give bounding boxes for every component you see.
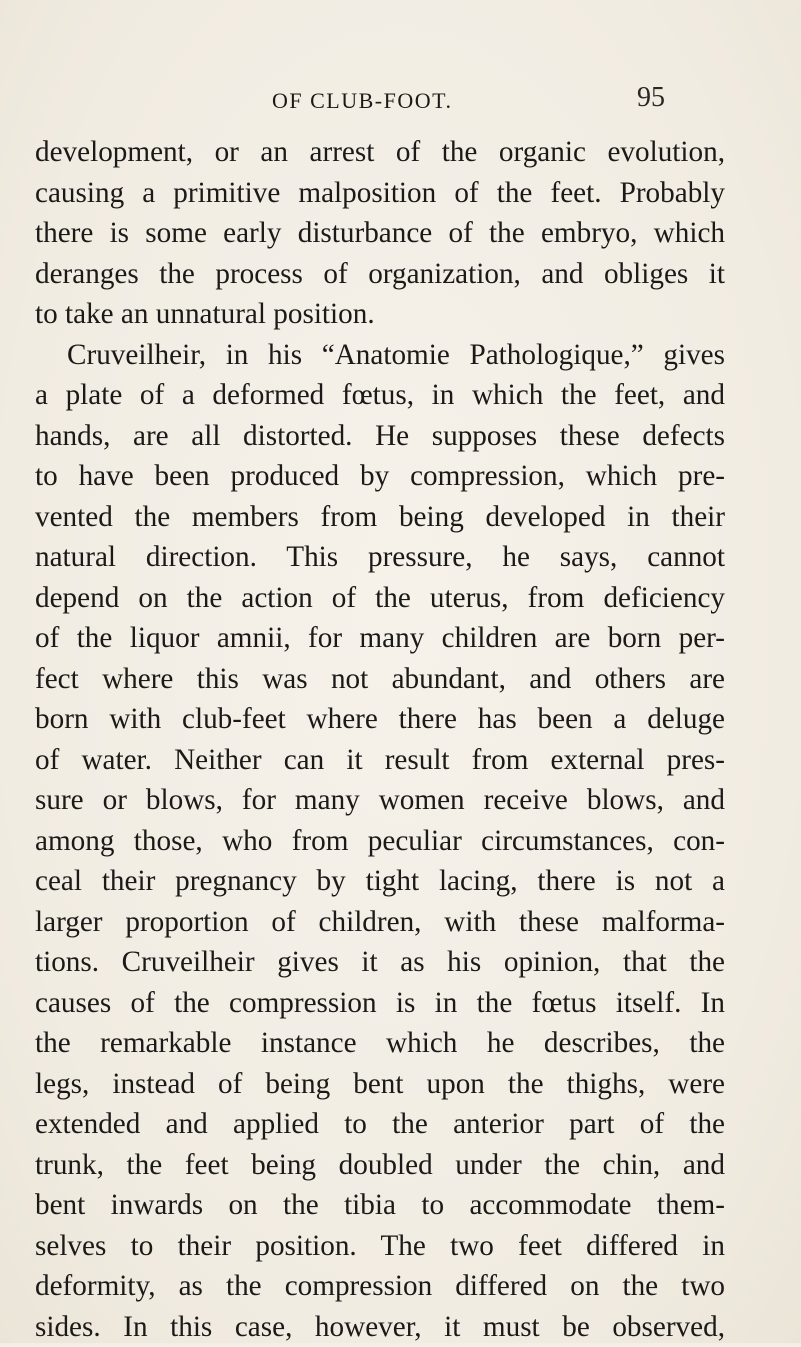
text-line: among those, who from peculiar circumstances, con- — [35, 821, 725, 862]
text-line: larger proportion of children, with these malforma- — [35, 902, 725, 943]
text-line: fect where this was not abundant, and others are — [35, 659, 725, 700]
running-title: OF CLUB-FOOT. — [272, 88, 452, 114]
text-line: hands, are all distorted. He supposes these defects — [35, 416, 725, 457]
text-line: causing a primitive malposition of the feet. Probably — [35, 173, 725, 214]
text-line: the remarkable instance which he describes, the — [35, 1023, 725, 1064]
text-line: born with club-feet where there has been a deluge — [35, 699, 725, 740]
text-line: development, or an arrest of the organic evolution, — [35, 132, 725, 173]
text-line: depend on the action of the uterus, from deficiency — [35, 578, 725, 619]
text-line: deformity, as the compression differed on the two — [35, 1266, 725, 1307]
text-line: legs, instead of being bent upon the thighs, were — [35, 1064, 725, 1105]
text-line: to take an unnatural position. — [35, 294, 725, 335]
page-number: 95 — [637, 82, 665, 114]
text-line: of water. Neither can it result from external pres- — [35, 740, 725, 781]
text-line: ceal their pregnancy by tight lacing, there is not a — [35, 861, 725, 902]
text-line: tions. Cruveilheir gives it as his opinion, that the — [35, 942, 725, 983]
text-line: sure or blows, for many women receive blows, and — [35, 780, 725, 821]
body-text — [35, 132, 725, 1347]
text-line: Cruveilheir, in his “Anatomie Pathologique,” gives — [35, 335, 725, 376]
text-line: there is some early disturbance of the embryo, which — [35, 213, 725, 254]
text-line: trunk, the feet being doubled under the chin, and — [35, 1145, 725, 1186]
text-line: extended and applied to the anterior part of the — [35, 1104, 725, 1145]
text-line: of the liquor amnii, for many children are born per- — [35, 618, 725, 659]
text-line: natural direction. This pressure, he says, cannot — [35, 537, 725, 578]
text-line: sides. In this case, however, it must be observed, — [35, 1307, 725, 1347]
text-line: to have been produced by compression, which pre- — [35, 456, 725, 497]
text-line: selves to their position. The two feet differed in — [35, 1226, 725, 1267]
text-line: deranges the process of organization, and obliges it — [35, 254, 725, 295]
text-line: causes of the compression is in the fœtus itself. In — [35, 983, 725, 1024]
text-line: a plate of a deformed fœtus, in which the feet, and — [35, 375, 725, 416]
text-line: vented the members from being developed in their — [35, 497, 725, 538]
text-line: bent inwards on the tibia to accommodate them- — [35, 1185, 725, 1226]
